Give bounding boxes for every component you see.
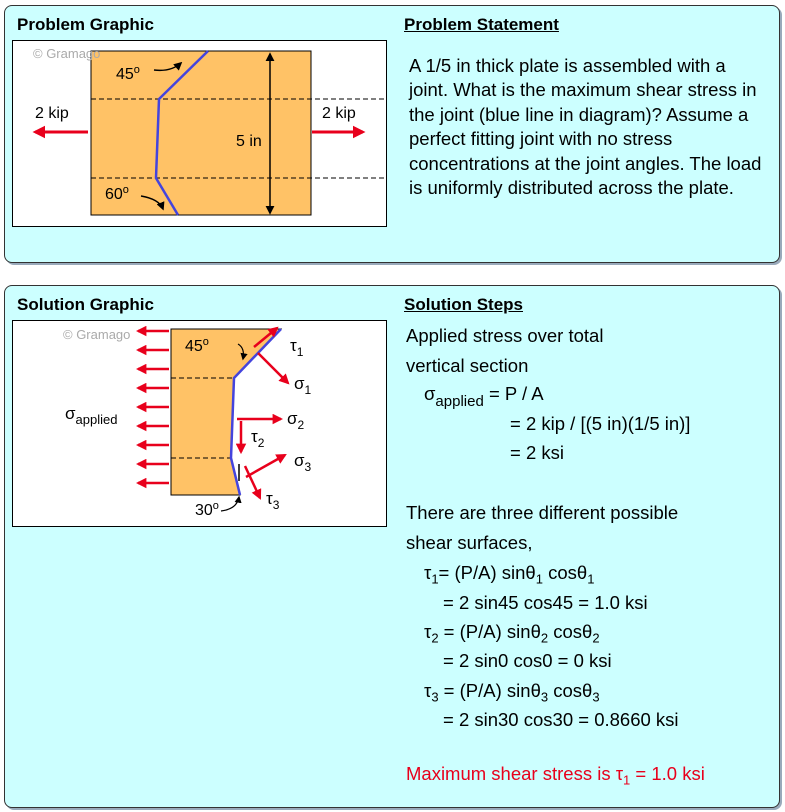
angle-bottom-pointer — [221, 497, 239, 511]
solution-graphic — [12, 320, 387, 527]
tau3-label: $\tau_3$ — [266, 489, 280, 512]
solution-graphic-title: Solution Graphic — [17, 295, 154, 314]
equation-tau3-value: = 2 sin30 cos30 = 0.8660 ksi — [443, 709, 679, 730]
problem-diagram — [13, 41, 386, 226]
step-line-3: There are three different possible — [406, 502, 679, 523]
sigma3-label: $\sigma_3$ — [294, 451, 312, 474]
sigma-applied-label: $\sigma_{applied}$ — [65, 404, 118, 427]
solution-diagram — [13, 321, 386, 526]
problem-graphic — [12, 40, 387, 227]
watermark: © Gramago — [33, 46, 101, 61]
problem-graphic-title: Problem Graphic — [17, 15, 154, 34]
sigma3-arrow — [246, 455, 285, 477]
equation-tau2-value: = 2 sin0 cos0 = 0 ksi — [443, 650, 612, 671]
problem-statement-text: A 1/5 in thick plate is assembled with a joint. What is the maximum shear stress in the joint (blue line in diagram)? Assume a perfect fitting joint with no stress concentrations at the joint angles. The load is uniformly distributed across the plate. — [409, 55, 762, 199]
load-left-label: 2 kip — [35, 105, 69, 122]
angle-top-label: 45$^o$ — [185, 336, 209, 355]
solution-steps-title: Solution Steps — [404, 295, 523, 314]
equation-sigma-applied: $\sigma_{applied} = P / A$ — [424, 383, 544, 410]
step-line-1: Applied stress over total — [406, 325, 604, 346]
step-line-2: vertical section — [406, 355, 529, 376]
watermark: © Gramago — [63, 327, 131, 342]
load-right-label: 2 kip — [322, 105, 356, 122]
angle-top-label: 45$^o$ — [116, 64, 140, 83]
sigma1-label: $\sigma_1$ — [294, 374, 312, 397]
applied-stress-arrows — [138, 331, 169, 483]
tau1-label: $\tau_1$ — [290, 336, 304, 359]
problem-statement-title: Problem Statement — [404, 15, 559, 34]
height-label: 5 in — [236, 133, 262, 150]
tau2-label: $\tau_2$ — [251, 427, 265, 450]
equation-tau1: $\tau_1= (P/A)$ sinθ$_1$ cosθ$_1$ — [424, 562, 595, 587]
equation-step-3: = 2 ksi — [510, 442, 564, 463]
solution-panel — [4, 285, 780, 808]
equation-tau3: $\tau_3 = (P/A)$ sinθ$_3$ cosθ$_3$ — [424, 680, 600, 705]
angle-bottom-label: 60$^o$ — [105, 184, 129, 203]
problem-panel — [4, 5, 780, 263]
equation-step-2: = 2 kip / [(5 in)(1/5 in)] — [510, 413, 691, 434]
step-line-4: shear surfaces, — [406, 532, 533, 553]
equation-tau2: $\tau_2 = (P/A)$ sinθ$_2$ cosθ$_2$ — [424, 621, 600, 646]
final-answer: Maximum shear stress is $\tau_1 = 1.0$ ksi — [406, 763, 705, 788]
sigma1-arrow — [258, 353, 288, 383]
sigma2-label: $\sigma_2$ — [287, 409, 305, 432]
equation-tau1-value: = 2 sin45 cos45 = 1.0 ksi — [443, 592, 648, 613]
angle-bottom-label: 30$^o$ — [195, 500, 219, 519]
